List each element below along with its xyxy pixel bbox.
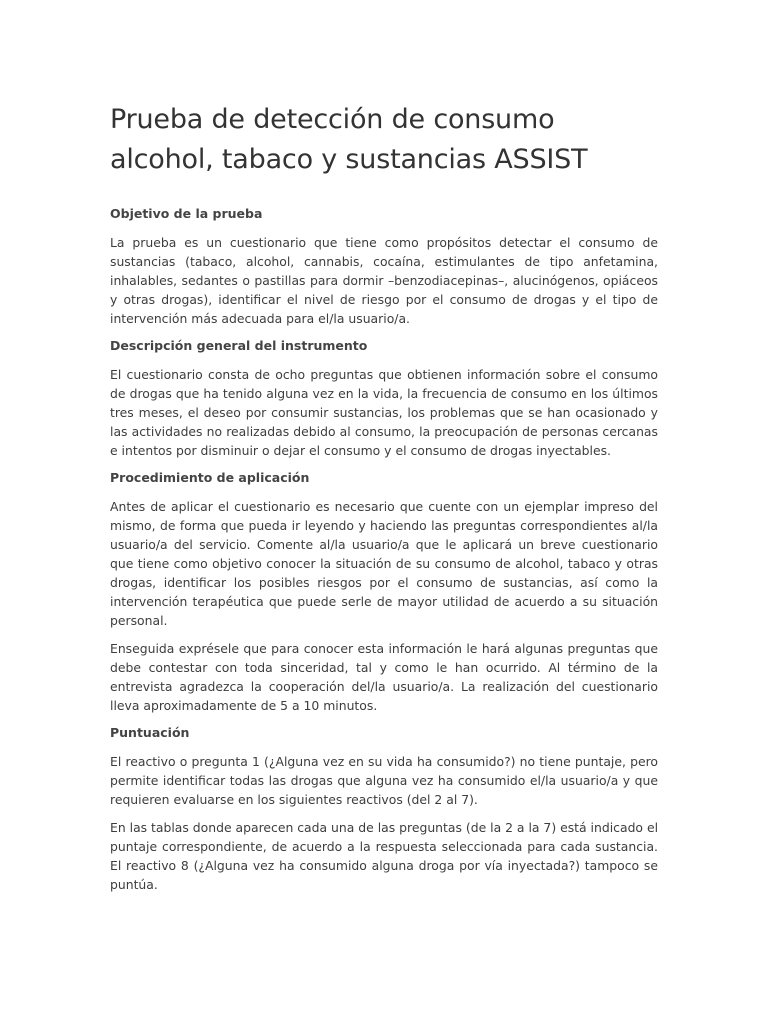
paragraph-objetivo: La prueba es un cuestionario que tiene como propósitos detectar el consumo de sustancias (tabaco, alcohol, cannabis, cocaína, estimulantes de tipo anfetamina, inhalables, sedantes o pastillas para dormir –benzodiacepinas–, alucinógenos, opiáceos y otras drogas), identificar el nivel de riesgo por el consumo de drogas y el tipo de intervención más adecuada para el/la usuario/a. (110, 235, 658, 326)
document-page (110, 100, 658, 903)
section-heading-puntuacion: Puntuación (110, 725, 190, 740)
section-heading-objetivo: Objetivo de la prueba (110, 206, 263, 221)
paragraph-procedimiento-1: Antes de aplicar el cuestionario es necesario que cuente con un ejemplar impreso del mismo, de forma que pueda ir leyendo y haciendo las preguntas correspondientes al/la usuario/a del servicio. Comente al/la usuario/a que le aplicará un breve cuestionario que tiene como objetivo conocer la situación de su consumo de alcohol, tabaco y otras drogas, identificar los posibles riesgos por el consumo de sustancias, así como la intervención terapéutica que puede serle de mayor utilidad de acuerdo a su situación personal. (110, 499, 658, 628)
paragraph-procedimiento-2: Enseguida exprésele que para conocer esta información le hará algunas preguntas que debe contestar con toda sinceridad, tal y como le han ocurrido. Al término de la entrevista agradezca la cooperación del/la usuario/a. La realización del cuestionario lleva aproximadamente de 5 a 10 minutos. (110, 641, 658, 713)
paragraph-puntuacion-2: En las tablas donde aparecen cada una de las preguntas (de la 2 a la 7) está indicado el puntaje correspondiente, de acuerdo a la respuesta seleccionada para cada sustancia. El reactivo 8 (¿Alguna vez ha consumido alguna droga por vía inyectada?) tampoco se puntúa. (110, 820, 659, 892)
section-heading-procedimiento: Procedimiento de aplicación (110, 470, 310, 485)
document-title: Prueba de detección de consumo alcohol, tabaco y sustancias ASSIST (110, 104, 588, 175)
paragraph-descripcion: El cuestionario consta de ocho preguntas que obtienen información sobre el consumo de drogas que ha tenido alguna vez en la vida, la frecuencia de consumo en los últimos tres meses, el deseo por consumir sustancias, los problemas que se han ocasionado y las actividades no realizadas debido al consumo, la preocupación de personas cercanas e intentos por disminuir o dejar el consumo y el consumo de drogas inyectables. (110, 367, 658, 458)
section-heading-descripcion: Descripción general del instrumento (110, 338, 368, 353)
paragraph-puntuacion-1: El reactivo o pregunta 1 (¿Alguna vez en su vida ha consumido?) no tiene puntaje, pero permite identificar todas las drogas que alguna vez ha consumido el/la usuario/a y que requieren evaluarse en los siguientes reactivos (del 2 al 7). (110, 754, 658, 807)
